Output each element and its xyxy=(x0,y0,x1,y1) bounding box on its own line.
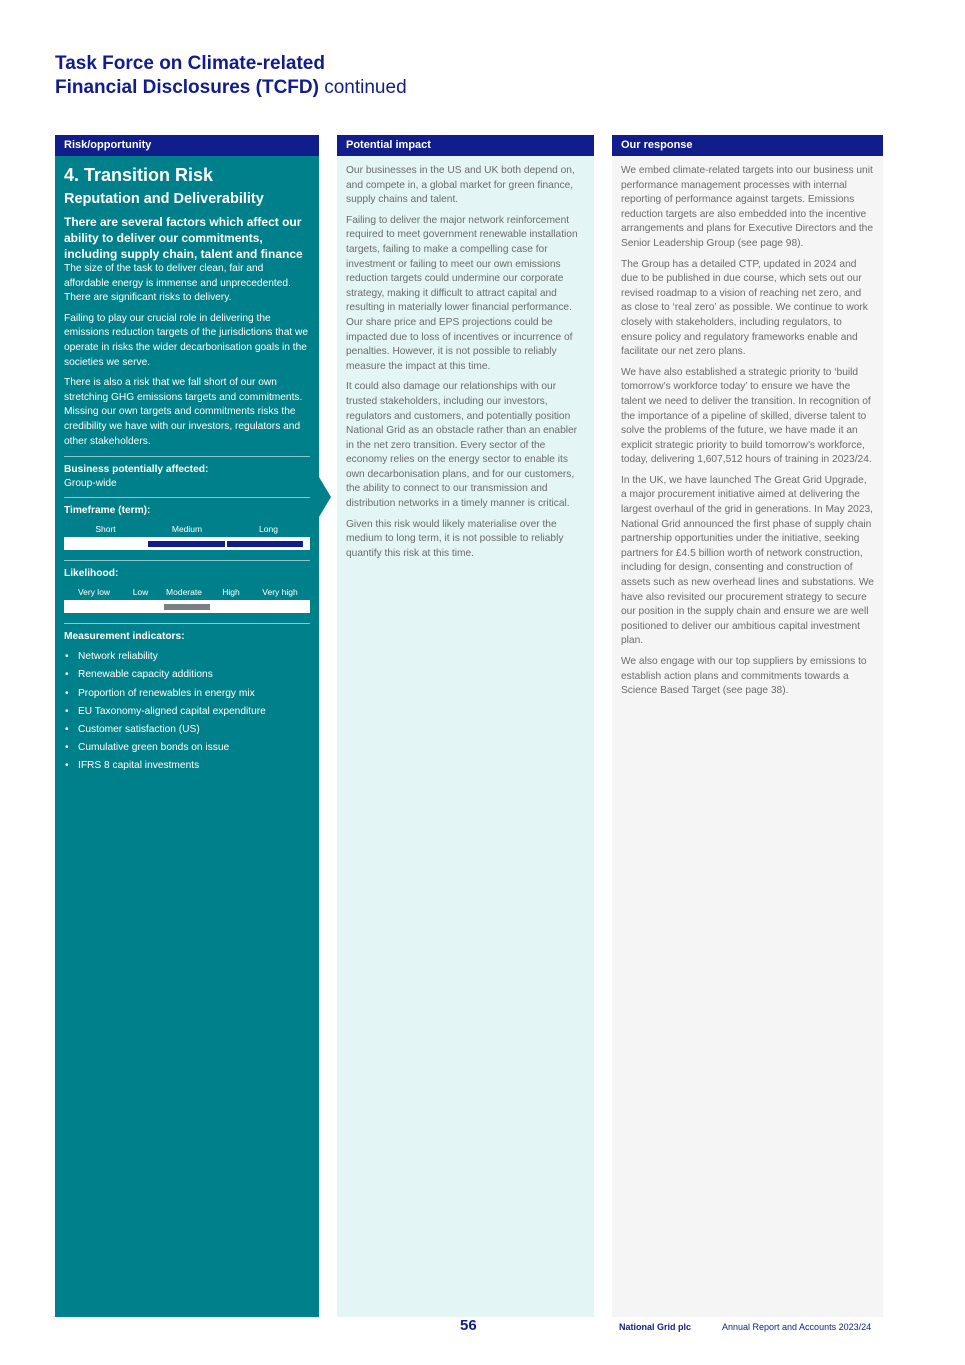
response-paragraph: The Group has a detailed CTP, updated in 2024 and due to be published in due course, which sets out our revised roadmap to a vision of reaching net zero, and as close to ‘real zero’ as possible. We continue to work closely with stakeholders, including regulators, to ensure policy and regulatory frameworks enable and facilitate our net zero plans. xyxy=(621,258,868,358)
likelihood-option: Moderate xyxy=(166,587,202,598)
likelihood-option: High xyxy=(222,587,240,598)
response-paragraph: We also engage with our top suppliers by emissions to establish action plans and commitments towards a Science Based Target (see page 38). xyxy=(621,656,867,697)
arrow-right-icon xyxy=(319,477,331,517)
response-column xyxy=(612,135,883,1317)
footer-report-title: Annual Report and Accounts 2023/24 xyxy=(722,1322,872,1332)
risk-paragraph: There is also a risk that we fall short of our own stretching GHG emissions targets and commitments. Missing our own targets and commitments risks the credibility we have with our investors, regulators and other stakeholders. xyxy=(64,377,303,447)
risk-column-header: Risk/opportunity xyxy=(55,135,319,156)
impact-paragraph: Failing to deliver the major network reinforcement required to meet government renewable installation targets, failing to make a compelling case for investment or failing to meet our own emissions reduction targets could undermine our corporate strategy, making it difficult to attract capital and resulting in materially lower financial performance. Our share price and EPS projections could be impacted due to loss of incentives or incurrence of penalties. However, it is not possible to reliably measure the impact at this time. xyxy=(346,214,578,372)
impact-panel xyxy=(337,156,594,1317)
divider xyxy=(64,560,310,561)
divider xyxy=(64,456,310,457)
likelihood-option: Very low xyxy=(77,587,111,598)
business-label: Business potentially affected: xyxy=(64,464,209,476)
risk-panel xyxy=(55,156,319,1317)
risk-title: 4. Transition Risk xyxy=(64,165,214,185)
likelihood-option: Low xyxy=(132,587,149,598)
timeframe-scale-labels xyxy=(64,523,310,535)
list-item: • Network reliability xyxy=(64,648,310,666)
risk-column xyxy=(55,135,319,1317)
list-item: • Cumulative green bonds on issue xyxy=(64,739,310,757)
title-line-1: Task Force on Climate-related xyxy=(55,53,325,74)
divider xyxy=(64,497,310,498)
indicators-list xyxy=(64,648,310,775)
likelihood-marker-moderate xyxy=(164,604,210,610)
response-column-header: Our response xyxy=(612,135,883,156)
divider xyxy=(64,623,310,624)
timeframe-segment-long xyxy=(227,541,303,547)
timeframe-label: Timeframe (term): xyxy=(64,505,151,517)
response-paragraph: In the UK, we have launched The Great Grid Upgrade, a major procurement initiative aimed at delivering the largest overhaul of the grid in generations. In May 2023, National Grid announced the first phase of supply chain partnership opportunities under the initiative, seeking partners for £4.5 billion worth of network construction, including for design, consenting and construction of assets such as new overhead lines and substations. We have also revisited our procurement strategy to secure our position in the supply chain and ensure we are well positioned to deliver our ambitious capital investment plan. xyxy=(621,474,874,647)
list-item: • Customer satisfaction (US) xyxy=(64,721,310,739)
list-item: • IFRS 8 capital investments xyxy=(64,757,310,775)
business-value: Group-wide xyxy=(64,478,117,490)
title-suffix: continued xyxy=(324,77,407,98)
impact-column xyxy=(337,135,594,1317)
likelihood-bar xyxy=(64,600,310,613)
likelihood-scale-labels xyxy=(64,586,310,598)
page-title xyxy=(55,52,407,100)
timeframe-option-short: Short xyxy=(95,524,116,535)
likelihood-option: Very high xyxy=(262,587,298,598)
likelihood-label: Likelihood: xyxy=(64,568,119,580)
indicators-label: Measurement indicators: xyxy=(64,631,185,643)
timeframe-segment-medium xyxy=(148,541,225,547)
response-panel xyxy=(612,156,883,1317)
list-item: • Proportion of renewables in energy mix xyxy=(64,685,310,703)
risk-lead: There are several factors which affect our ability to deliver our commitments, including supply chain, talent and finance xyxy=(64,215,303,261)
list-item: • Renewable capacity additions xyxy=(64,666,310,684)
impact-column-header: Potential impact xyxy=(337,135,594,156)
timeframe-option-long: Long xyxy=(259,524,278,535)
page-number: 56 xyxy=(460,1317,477,1334)
title-line-2 xyxy=(55,76,407,100)
impact-paragraph: Our businesses in the US and UK both depend on, and compete in, a global market for green finance, supply chains and talent. xyxy=(346,165,575,206)
impact-paragraph: It could also damage our relationships with our trusted stakeholders, including our investors, regulators and customers, and potentially position National Grid as an obstacle rather than an enabler in the net zero transition. Every sector of the economy relies on the energy sector to enable its own decarbonisation plans, and for our customers, the ability to connect to our transmission and distribution networks in a timely manner is critical. xyxy=(346,381,578,510)
timeframe-option-medium: Medium xyxy=(171,524,203,535)
risk-paragraph: The size of the task to deliver clean, fair and affordable energy is immense and unprecedented. There are significant risks to delivery. xyxy=(64,263,291,304)
footer-company: National Grid plc xyxy=(619,1322,692,1332)
response-paragraph: We embed climate-related targets into our business unit performance management processes with internal reporting of performance against targets. Emissions reduction targets are also embedded into the incentive arrangements and plans for Executive Directors and the Senior Leadership Group (see page 98). xyxy=(621,165,873,249)
risk-paragraph: Failing to play our crucial role in delivering the emissions reduction targets of the jurisdictions that we operate in risks the wider decarbonisation goals in the societies we serve. xyxy=(64,312,309,368)
list-item: • EU Taxonomy-aligned capital expenditure xyxy=(64,703,310,721)
impact-paragraph: Given this risk would likely materialise over the medium to long term, it is not possible to reliably quantify this risk at this time. xyxy=(346,518,564,559)
timeframe-bar xyxy=(64,537,310,550)
risk-subtitle: Reputation and Deliverability xyxy=(64,191,264,207)
title-main: Financial Disclosures (TCFD) xyxy=(55,77,319,98)
response-paragraph: We have also established a strategic priority to ‘build tomorrow’s workforce today’ to ensure we have the talent we need to deliver the transition. In recognition of the importance of a pipeline of skilled, diverse talent to solve the problems of the future, we have made it an explicit strategic priority to build tomorrow’s workforce, today, delivering 1,607,512 hours of training in 2023/24. xyxy=(621,366,872,466)
